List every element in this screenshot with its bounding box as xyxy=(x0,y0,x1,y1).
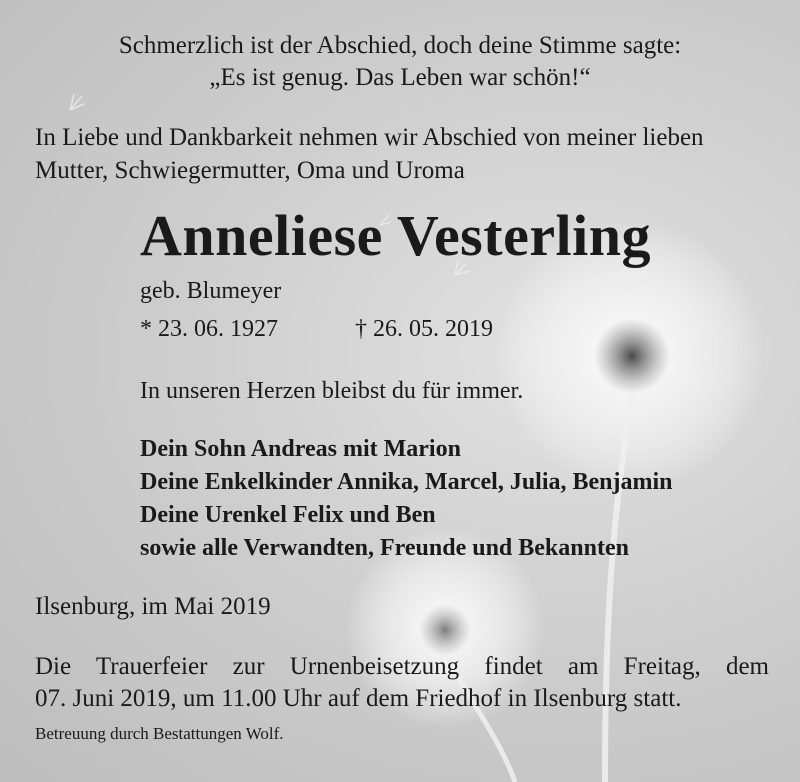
intro-line-2: Mutter, Schwiegermutter, Oma und Uroma xyxy=(35,157,465,184)
undertaker-note: Betreuung durch Bestattungen Wolf. xyxy=(35,724,284,743)
mourner-line: Dein Sohn Andreas mit Marion xyxy=(140,436,461,462)
funeral-line-1: Die Trauerfeier zur Urnenbeisetzung findet am Freitag, dem xyxy=(35,653,769,680)
memorial-quote: In unseren Herzen bleibst du für immer. xyxy=(140,378,524,404)
intro-line-1: In Liebe und Dankbarkeit nehmen wir Abschied von meiner lieben xyxy=(35,124,704,151)
mourner-line: Deine Enkelkinder Annika, Marcel, Julia, Benjamin xyxy=(140,469,673,495)
deceased-name: Anneliese Vesterling xyxy=(140,203,652,268)
place-date: Ilsenburg, im Mai 2019 xyxy=(35,593,271,620)
funeral-line-2: 07. Juni 2019, um 11.00 Uhr auf dem Friedhof in Ilsenburg statt. xyxy=(35,685,682,712)
verse-line-2: „Es ist genug. Das Leben war schön!“ xyxy=(209,64,591,91)
verse-line-1: Schmerzlich ist der Abschied, doch deine Stimme sagte: xyxy=(118,32,682,59)
mourner-line: Deine Urenkel Felix und Ben xyxy=(140,502,436,528)
birth-date: * 23. 06. 1927 xyxy=(140,316,278,342)
birth-name: geb. Blumeyer xyxy=(140,278,282,304)
death-date: † 26. 05. 2019 xyxy=(355,316,493,342)
mourner-line: sowie alle Verwandten, Freunde und Bekannten xyxy=(140,535,629,561)
